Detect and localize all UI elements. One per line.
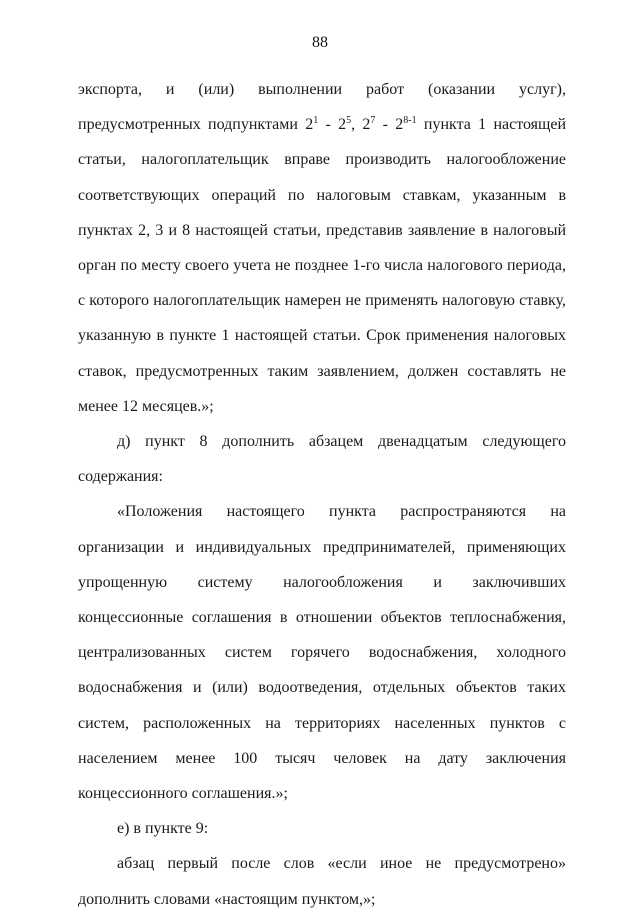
paragraph-first-paragraph-amendment: абзац первый после слов «если иное не предусмотрено» дополнить словами «настоящим пунктом,»; (78, 855, 566, 908)
paragraph-concession-provision: «Положения настоящего пункта распространяются на организации и индивидуальных предпринимателей, применяющих упрощенную систему налогообложения и заключивших концессионные соглашения в отношении объектов теплоснабжения, централизованных систем горячего водоснабжения, холодного водоснабжения и (или) водоотведения, отдельных объектов таких систем, расположенных на территориях населенных пунктов с населением менее 100 тысяч человек на дату заключения концессионного соглашения.»; (78, 503, 566, 803)
paragraph-item-e: е) в пункте 9: (117, 820, 209, 838)
paragraph-export-clause: экспорта, и (или) выполнении работ (оказании услуг), предусмотренных подпунктами $2^1 - 2^5$, $2^7 - 2^{8-1}$ пункта 1 настоящей статьи, налогоплательщик вправе производить налогообложение соответствующих операций по налоговым ставкам, указанным в пунктах 2, 3 и 8 настоящей статьи, представив заявление в налоговый орган по месту своего учета не позднее 1-го числа налогового периода, с которого налогоплательщик намерен не применять налоговую ставку, указанную в пункте 1 настоящей статьи. Срок применения налоговых ставок, предусмотренных таким заявлением, должен составлять не менее 12 месяцев.»; (78, 81, 567, 415)
document-body (78, 72, 566, 917)
page-number: 88 (312, 34, 328, 51)
paragraph-item-d: д) пункт 8 дополнить абзацем двенадцатым следующего содержания: (78, 433, 566, 486)
